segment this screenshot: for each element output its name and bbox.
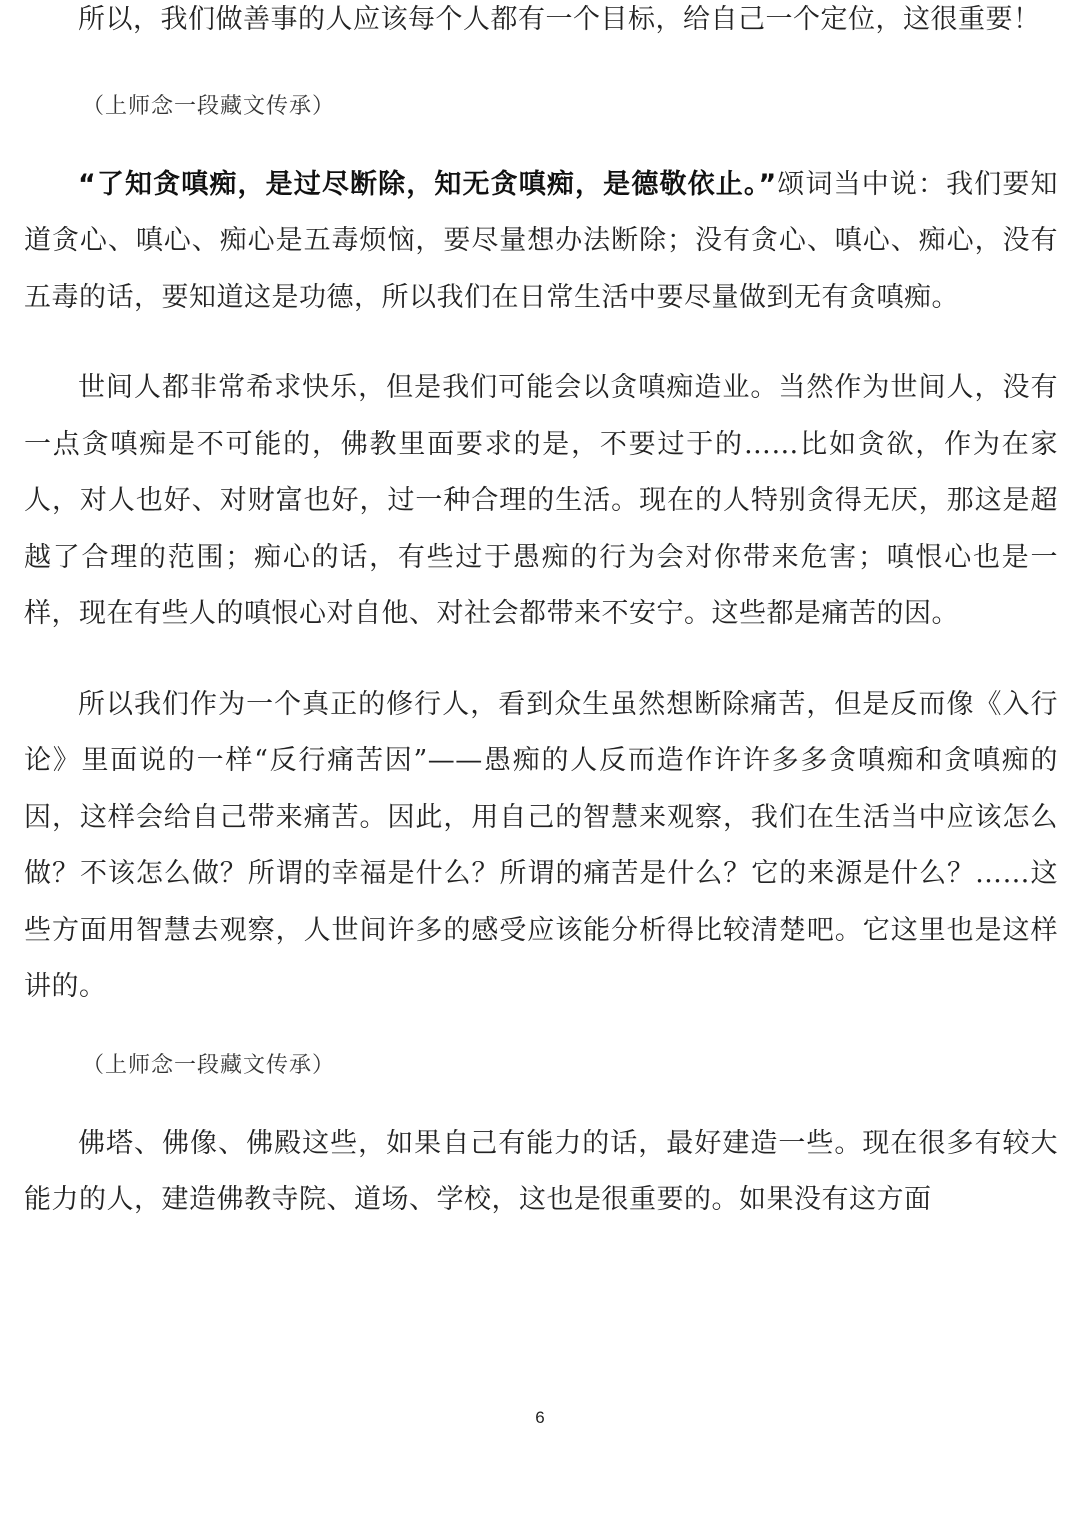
paragraph-gap [24,49,1058,87]
transmission-note [24,87,1058,127]
paragraph-worldly [24,360,1058,643]
paragraph-goal [24,0,1058,49]
paragraph-text: 所以，我们做善事的人应该每个人都有一个目标，给自己一个定位，这很重要！ [78,4,1041,35]
paragraph-gap [24,643,1058,677]
paragraph-gap [24,326,1058,360]
paragraph-gap [24,1016,1058,1046]
paragraph-stupa [24,1116,1058,1229]
note-text: （上师念一段藏文传承） [82,1052,336,1078]
note-text: （上师念一段藏文传承） [82,93,336,119]
paragraph-verse [24,157,1058,327]
page-number: 6 [535,1408,545,1427]
paragraph-text: 世间人都非常希求快乐，但是我们可能会以贪嗔痴造业。当然作为世间人，没有一点贪嗔痴是不可能的，佛教里面要求的是，不要过于的……比如贪欲，作为在家人，对人也好、对财富也好，过一种合理的生活。现在的人特别贪得无厌，那这是超越了合理的范围；痴心的话，有些过于愚痴的行为会对你带来危害；嗔恨心也是一样，现在有些人的嗔恨心对自他、对社会都带来不安宁。这些都是痛苦的因。 [24,372,1058,629]
paragraph-text: 所以我们作为一个真正的修行人，看到众生虽然想断除痛苦，但是反而像《入行论》里面说的一样“反行痛苦因”——愚痴的人反而造作许许多多贪嗔痴和贪嗔痴的因，这样会给自己带来痛苦。因此，用自己的智慧来观察，我们在生活当中应该怎么做？不该怎么做？所谓的幸福是什么？所谓的痛苦是什么？它的来源是什么？……这些方面用智慧去观察，人世间许多的感受应该能分析得比较清楚吧。它这里也是这样讲的。 [24,688,1058,1002]
paragraph-text: 颂词当中说：我们要知道贪心、嗔心、痴心是五毒烦恼，要尽量想办法断除；没有贪心、嗔心、痴心，没有五毒的话，要知道这是功德，所以我们在日常生活中要尽量做到无有贪嗔痴。 [24,168,1059,313]
document-page [24,0,1058,1229]
paragraph-gap [24,1086,1058,1116]
verse-quote: “了知贪嗔痴，是过尽断除，知无贪嗔痴，是德敬依止。” [78,168,777,200]
paragraph-gap [24,127,1058,157]
paragraph-practitioner [24,677,1058,1016]
paragraph-text: 佛塔、佛像、佛殿这些，如果自己有能力的话，最好建造一些。现在很多有较大能力的人，建造佛教寺院、道场、学校，这也是很重要的。如果没有这方面 [24,1127,1058,1215]
transmission-note [24,1046,1058,1086]
